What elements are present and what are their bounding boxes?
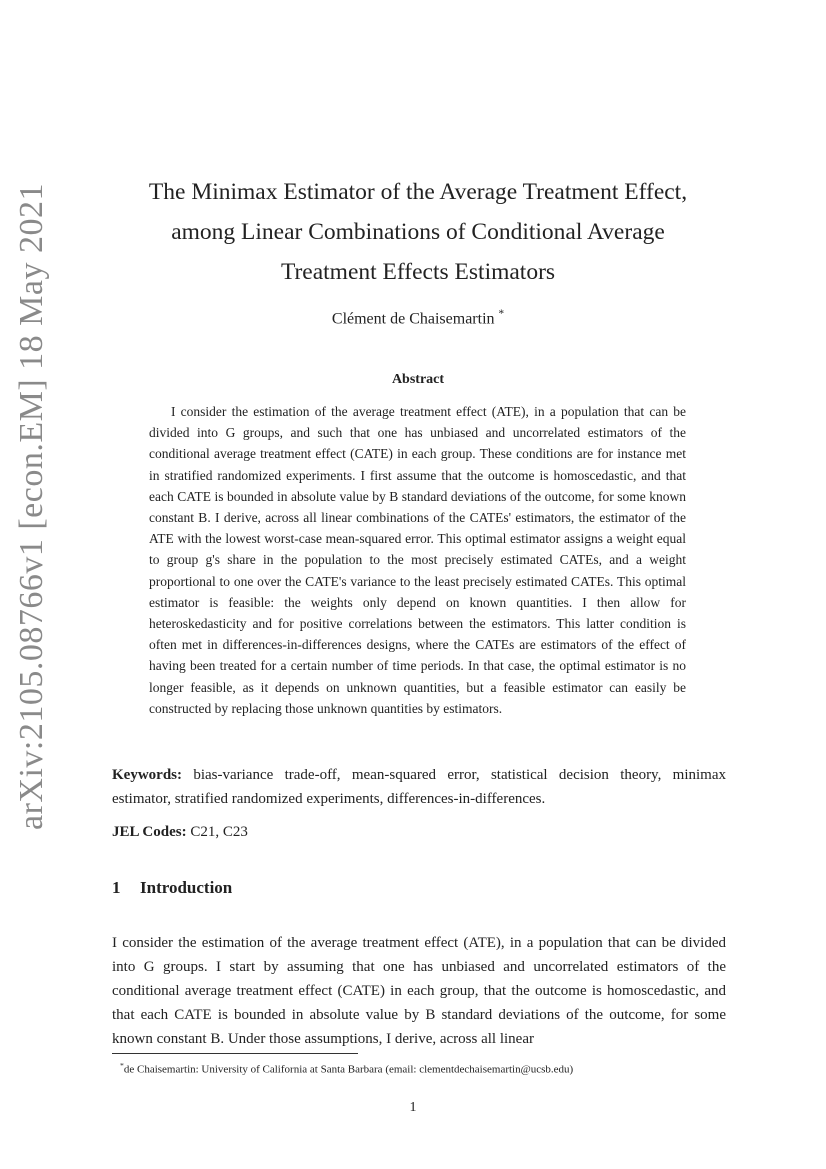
keywords bbox=[112, 763, 726, 811]
keywords-text: bias-variance trade-off, mean-squared error, statistical decision theory, minimax estimator, stratified randomized experiments, differences-in-differences. bbox=[112, 767, 726, 807]
footnote-text: de Chaisemartin: University of California at Santa Barbara (email: clementdechaisemartin@ucsb.edu) bbox=[123, 1063, 574, 1076]
jel-text: C21, C23 bbox=[190, 824, 248, 840]
footnote-divider bbox=[112, 1053, 358, 1054]
title-line-3: Treatment Effects Estimators bbox=[280, 259, 556, 285]
title-line-1: The Minimax Estimator of the Average Treatment Effect, bbox=[148, 179, 688, 205]
arxiv-identifier: arXiv:2105.08766v1 [econ.EM] 18 May 2021 bbox=[13, 182, 50, 830]
page-number: 1 bbox=[409, 1100, 417, 1115]
author-name: Clément de Chaisemartin bbox=[331, 310, 495, 328]
author-footnote-mark: * bbox=[498, 308, 505, 320]
jel-label: JEL Codes: bbox=[112, 824, 187, 840]
abstract-text: I consider the estimation of the average treatment effect (ATE), in a population that can be divided into G groups, and such that one has unbiased and uncorrelated estimators of the conditional average treatment effect (CATE) in each group. These conditions are for instance met in stratified randomized experiments. I first assume that the outcome is homoscedastic, and that each CATE is bounded in absolute value by B standard deviations of the outcome, for some known constant B. I derive, across all linear combinations of the CATEs' estimators, the estimator of the ATE with the lowest worst-case mean-squared error. This optimal estimator assigns a weight equal to group g's share in the population to the most precisely estimated CATEs, and a weight proportional to one over the CATE's variance to the least precisely estimated CATEs. This optimal estimator is feasible: the weights only depend on known quantities. I then allow for heteroskedasticity and for positive correlations between the estimators. This latter condition is often met in differences-in-differences designs, where the CATEs are estimators of the effect of having been treated for a certain number of time periods. In that case, the optimal estimator is no longer feasible, as it depends on unknown quantities, but a feasible estimator can easily be constructed by replacing those unknown quantities by estimators. bbox=[149, 404, 686, 716]
footnote-mark: * bbox=[120, 1061, 124, 1070]
abstract-heading: Abstract bbox=[391, 372, 445, 387]
introduction-text: I consider the estimation of the average treatment effect (ATE), in a population that can be divided into G groups. I start by assuming that one has unbiased and uncorrelated estimators of the conditional average treatment effect (CATE) in each group, that the outcome is homoscedastic, and that each CATE is bounded in absolute value by B standard deviations of the outcome, for some known constant B. Under those assumptions, I derive, across all linear bbox=[112, 935, 726, 1047]
section-heading bbox=[112, 878, 232, 898]
jel-codes bbox=[112, 820, 726, 844]
footnote bbox=[120, 1058, 726, 1078]
paper-title bbox=[110, 172, 726, 292]
keywords-label: Keywords: bbox=[112, 767, 182, 783]
section-title: Introduction bbox=[140, 878, 233, 897]
author-line bbox=[110, 308, 726, 328]
section-number: 1 bbox=[112, 878, 121, 897]
title-line-2: among Linear Combinations of Conditional Average bbox=[171, 219, 665, 245]
